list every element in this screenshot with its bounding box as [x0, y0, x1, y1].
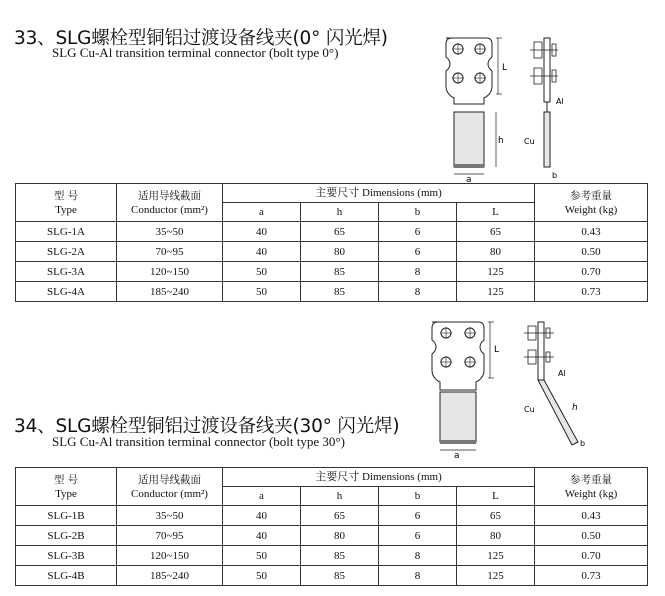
label-al: Al [556, 97, 564, 106]
dim-label-h: h [572, 403, 578, 413]
section1-spec-table [15, 183, 648, 302]
label-cu: Cu [524, 405, 535, 414]
dim-label-a: a [466, 175, 472, 182]
label-cu: Cu [524, 137, 535, 146]
header-conductor: 适用导线截面 Conductor (mm²) [117, 468, 223, 506]
header-a: a [223, 203, 301, 222]
section2-spec-table [15, 467, 648, 586]
dim-label-L: L [494, 345, 500, 355]
header-dimensions: 主要尺寸 Dimensions (mm) [223, 468, 535, 487]
header-dimensions: 主要尺寸 Dimensions (mm) [223, 184, 535, 203]
dim-label-b: b [552, 171, 558, 180]
dim-label-b: b [580, 439, 586, 448]
header-L: L [457, 203, 535, 222]
header-b: b [379, 203, 457, 222]
header-h: h [301, 487, 379, 506]
table-row: SLG-2B 70~95 40 80 6 80 0.50 [16, 526, 648, 546]
section2-subtitle: SLG Cu-Al transition terminal connector (bolt type 30°) [52, 434, 345, 449]
header-L: L [457, 487, 535, 506]
connector-drawing-30deg [420, 318, 600, 458]
table-row: SLG-1A 35~50 40 65 6 65 0.43 [16, 222, 648, 242]
dim-label-a: a [454, 451, 460, 458]
connector-drawing-0deg [436, 32, 566, 182]
header-conductor: 适用导线截面 Conductor (mm²) [117, 184, 223, 222]
table-row: SLG-2A 70~95 40 80 6 80 0.50 [16, 242, 648, 262]
table-row: SLG-3A 120~150 50 85 8 125 0.70 [16, 262, 648, 282]
header-weight: 参考重量 Weight (kg) [535, 184, 648, 222]
header-h: h [301, 203, 379, 222]
header-b: b [379, 487, 457, 506]
section1-subtitle: SLG Cu-Al transition terminal connector (bolt type 0°) [52, 45, 339, 60]
table-row: SLG-3B 120~150 50 85 8 125 0.70 [16, 546, 648, 566]
dim-label-L: L [502, 63, 508, 73]
header-type: 型 号 Type [16, 184, 117, 222]
label-al: Al [558, 369, 566, 378]
section1-title: 33、SLG螺栓型铜铝过渡设备线夹(0° 闪光焊) [14, 28, 388, 49]
table-row: SLG-4A 185~240 50 85 8 125 0.73 [16, 282, 648, 302]
header-type: 型 号 Type [16, 468, 117, 506]
header-weight: 参考重量 Weight (kg) [535, 468, 648, 506]
dim-label-h: h [498, 136, 504, 146]
header-a: a [223, 487, 301, 506]
section2-title: 34、SLG螺栓型铜铝过渡设备线夹(30° 闪光焊) [14, 416, 400, 437]
table-row: SLG-1B 35~50 40 65 6 65 0.43 [16, 506, 648, 526]
table-row: SLG-4B 185~240 50 85 8 125 0.73 [16, 566, 648, 586]
